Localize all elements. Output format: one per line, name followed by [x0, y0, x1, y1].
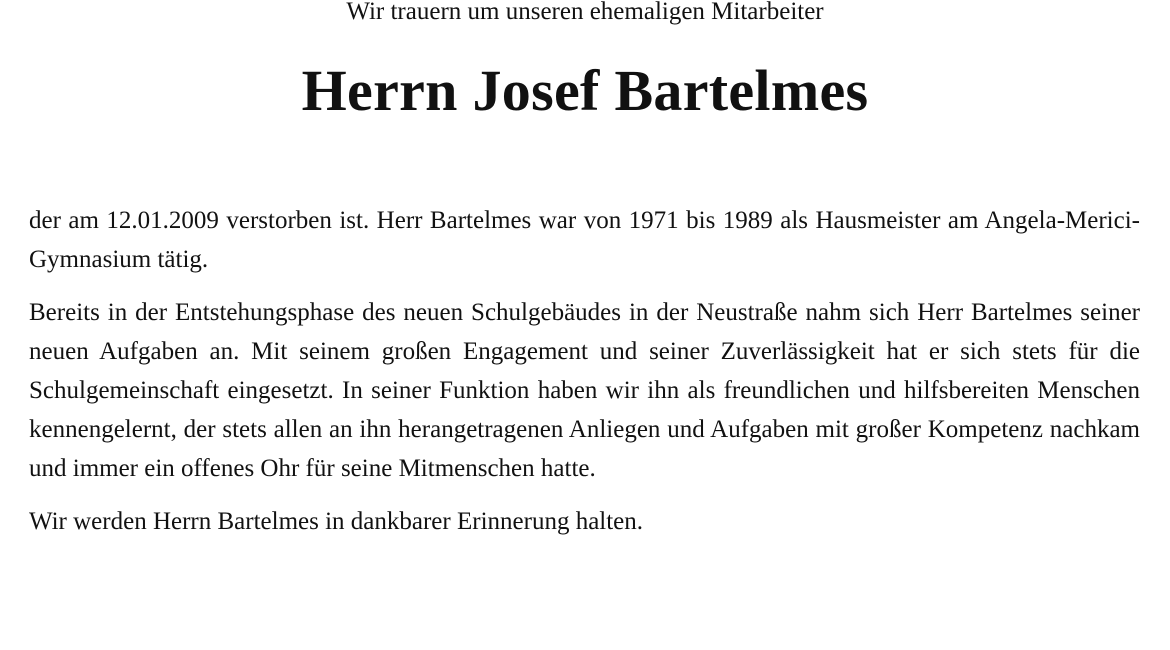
paragraph-remembrance: Wir werden Herrn Bartelmes in dankbarer Erinnerung halten.	[29, 508, 644, 535]
paragraph-death-and-tenure: der am 12.01.2009 verstorben ist. Herr Bartelmes war von 1971 bis 1989 als Hausmeister am Angela-Merici-Gymnasium tätig.	[29, 207, 1140, 273]
intro-line: Wir trauern um unseren ehemaligen Mitarbeiter	[346, 0, 824, 25]
deceased-name-heading: Herrn Josef Bartelmes	[301, 58, 869, 123]
paragraph-tribute: Bereits in der Entstehungsphase des neuen Schulgebäudes in der Neustraße nahm sich Herr Bartelmes seiner neuen Aufgaben an. Mit seinem großen Engagement und seiner Zuverlässigkeit hat er sich stets für die Schulgemeinschaft eingesetzt. In seiner Funktion haben wir ihn als freundlichen und hilfsbereiten Menschen kennengelernt, der stets allen an ihn herangetragenen Anliegen und Aufgaben mit großer Kompetenz nachkam und immer ein offenes Ohr für seine Mitmenschen hatte.	[29, 299, 1140, 482]
obituary-body	[29, 201, 1140, 555]
